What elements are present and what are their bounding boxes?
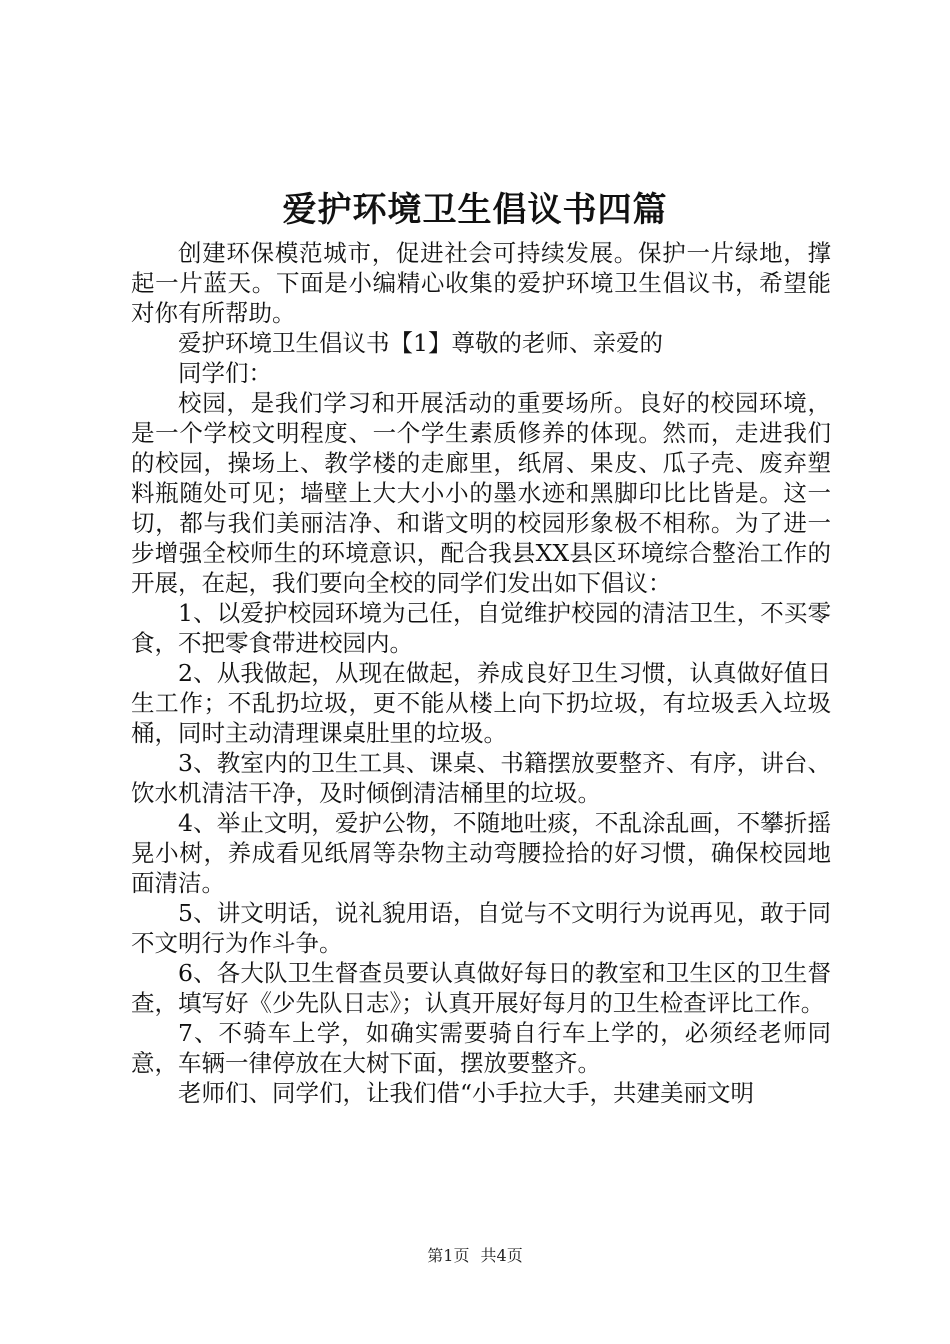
proposal-item-1: 1、以爱护校园环境为己任，自觉维护校园的清洁卫生，不买零食，不把零食带进校园内。	[131, 599, 831, 657]
page-number: 第1页	[427, 1246, 470, 1265]
paragraph-background: 校园，是我们学习和开展活动的重要场所。良好的校园环境，是一个学校文明程度、一个学生素质修养的体现。然而，走进我们的校园，操场上、教学楼的走廊里，纸屑、果皮、瓜子壳、废弃塑料瓶随处可见；墙壁上大大小小的墨水迹和黑脚印比比皆是。这一切，都与我们美丽洁净、和谐文明的校园形象极不相称。为了进一步增强全校师生的环境意识，配合我县XX县区环境综合整治工作的开展，在起，我们要向全校的同学们发出如下倡议：	[131, 389, 831, 597]
proposal-item-2: 2、从我做起，从现在做起，养成良好卫生习惯，认真做好值日生工作；不乱扔垃圾，更不能从楼上向下扔垃圾，有垃圾丢入垃圾桶，同时主动清理课桌肚里的垃圾。	[131, 659, 831, 747]
proposal-item-3: 3、教室内的卫生工具、课桌、书籍摆放要整齐、有序，讲台、饮水机清洁干净，及时倾倒清洁桶里的垃圾。	[131, 749, 831, 807]
document-body	[131, 238, 831, 1108]
paragraph-section-heading: 爱护环境卫生倡议书【1】尊敬的老师、亲爱的	[178, 329, 663, 357]
paragraph-intro: 创建环保模范城市，促进社会可持续发展。保护一片绿地，撑起一片蓝天。下面是小编精心收集的爱护环境卫生倡议书，希望能对你有所帮助。	[131, 239, 831, 327]
proposal-item-4: 4、举止文明，爱护公物，不随地吐痰，不乱涂乱画，不攀折摇晃小树，养成看见纸屑等杂物主动弯腰捡拾的好习惯，确保校园地面清洁。	[131, 809, 831, 897]
page-total: 共4页	[480, 1246, 523, 1265]
page-title: 爱护环境卫生倡议书四篇	[282, 190, 668, 230]
proposal-item-5: 5、讲文明话，说礼貌用语，自觉与不文明行为说再见，敢于同不文明行为作斗争。	[131, 899, 831, 957]
paragraph-closing: 老师们、同学们，让我们借“小手拉大手，共建美丽文明	[178, 1079, 755, 1107]
proposal-item-7: 7、不骑车上学，如确实需要骑自行车上学的，必须经老师同意，车辆一律停放在大树下面，摆放要整齐。	[131, 1019, 831, 1077]
paragraph-salutation: 同学们：	[178, 359, 272, 387]
proposal-item-6: 6、各大队卫生督查员要认真做好每日的教室和卫生区的卫生督查，填写好《少先队日志》；认真开展好每月的卫生检查评比工作。	[131, 959, 831, 1017]
page-footer	[0, 1245, 950, 1267]
